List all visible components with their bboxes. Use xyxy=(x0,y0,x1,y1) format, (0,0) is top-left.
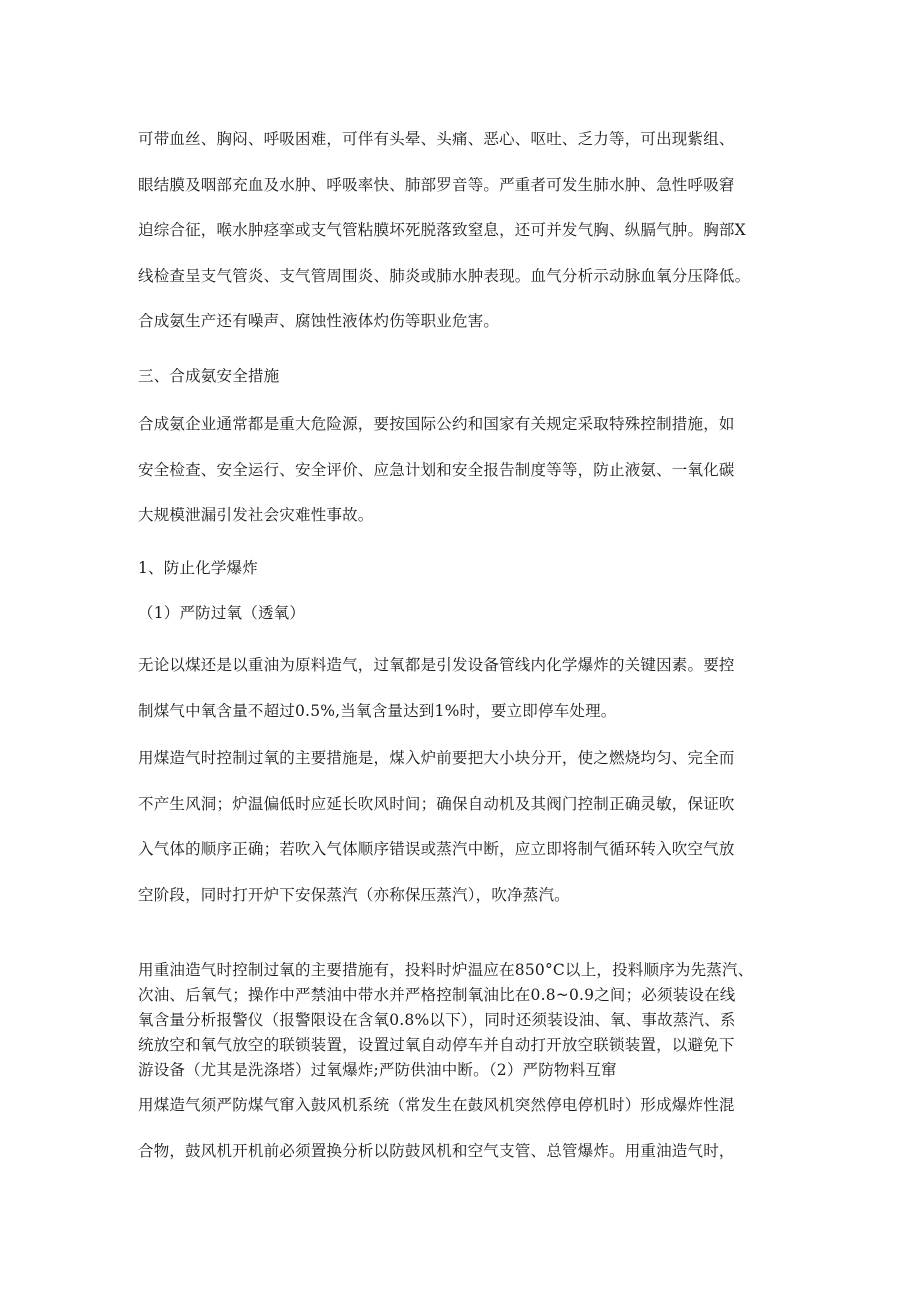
text-line: 安全检查、安全运行、安全评价、应急计划和安全报告制度等等，防止液氨、一氧化碳 xyxy=(138,460,735,479)
paragraph-coal-gasification-measures xyxy=(138,736,798,918)
section-heading-safety-measures xyxy=(138,359,798,393)
text-line: （1）严防过氧（透氧） xyxy=(138,604,306,622)
text-line: 1、防止化学爆炸 xyxy=(138,559,258,577)
text-line: 迫综合征，喉水肿痉挛或支气管粘膜坏死脱落致窒息，还可并发气胸、纵膈气肿。胸部X xyxy=(138,221,746,239)
text-line: 不产生风洞；炉温偏低时应延长吹风时间；确保自动机及其阀门控制正确灵敏，保证吹 xyxy=(138,794,735,813)
text-line: 合物，鼓风机开机前必须置换分析以防鼓风机和空气支管、总管爆炸。用重油造气时， xyxy=(138,1141,735,1160)
text-line: 氧含量分析报警仪（报警限设在含氧0.8%以下），同时还须装设油、氧、事故蒸汽、系 xyxy=(138,1011,736,1029)
paragraph-oxygen-content-limit xyxy=(138,643,798,734)
text-line: 入气体的顺序正确；若吹入气体顺序错误或蒸汽中断，应立即将制气循环转入吹空气放 xyxy=(138,840,735,858)
text-line: 三、合成氨安全措施 xyxy=(138,367,280,385)
text-line: 大规模泄漏引发社会灾难性事故。 xyxy=(138,506,374,524)
text-line: 眼结膜及咽部充血及水肿、呼吸率快、肺部罗音等。严重者可发生肺水肿、急性呼吸窘 xyxy=(138,175,735,194)
text-line: 可带血丝、胸闷、呼吸困难，可伴有头晕、头痛、恶心、呕吐、乏力等，可出现紫组、 xyxy=(138,130,735,148)
paragraph-major-hazard-source xyxy=(138,402,798,539)
text-line: 用煤造气须严防煤气窜入鼓风机系统（常发生在鼓风机突然停电停机时）形成爆炸性混 xyxy=(138,1096,735,1114)
text-line: 合成氨企业通常都是重大危险源，要按国际公约和国家有关规定采取特殊控制措施，如 xyxy=(138,415,735,433)
text-line: 合成氨生产还有噪声、腐蚀性液体灼伤等职业危害。 xyxy=(138,312,500,330)
paragraph-health-hazards xyxy=(138,117,798,345)
text-line: 次油、后氧气；操作中严禁油中带水并严格控制氧油比在0.8~0.9之间；必须装设在线 xyxy=(138,986,736,1004)
paragraph-prevent-material-crossflow xyxy=(138,1083,798,1174)
text-line: 无论以煤还是以重油为原料造气，过氧都是引发设备管线内化学爆炸的关键因素。要控 xyxy=(138,656,735,674)
text-line: 用煤造气时控制过氧的主要措施是，煤入炉前要把大小块分开，使之燃烧均匀、完全而 xyxy=(138,749,735,767)
text-line: 游设备（尤其是洗涤塔）过氧爆炸;严防供油中断。（2）严防物料互窜 xyxy=(138,1061,617,1079)
subsection-heading-prevent-chemical-explosion xyxy=(138,551,798,585)
text-line: 线检查呈支气管炎、支气管周围炎、肺炎或肺水肿表现。血气分析示动脉血氧分压降低。 xyxy=(138,266,751,285)
text-line: 用重油造气时控制过氧的主要措施有，投料时炉温应在850°C以上，投料顺序为先蒸汽、 xyxy=(138,961,754,979)
paragraph-heavy-oil-gasification-measures xyxy=(138,958,798,1083)
text-line: 空阶段，同时打开炉下安保蒸汽（亦称保压蒸汽），吹净蒸汽。 xyxy=(138,885,570,904)
text-line: 制煤气中氧含量不超过0.5%,当氧含量达到1%时，要立即停车处理。 xyxy=(138,701,617,720)
text-line: 统放空和氧气放空的联锁装置，设置过氧自动停车并自动打开放空联锁装置，以避免下 xyxy=(138,1036,735,1054)
item-heading-prevent-over-oxygen xyxy=(138,596,798,630)
